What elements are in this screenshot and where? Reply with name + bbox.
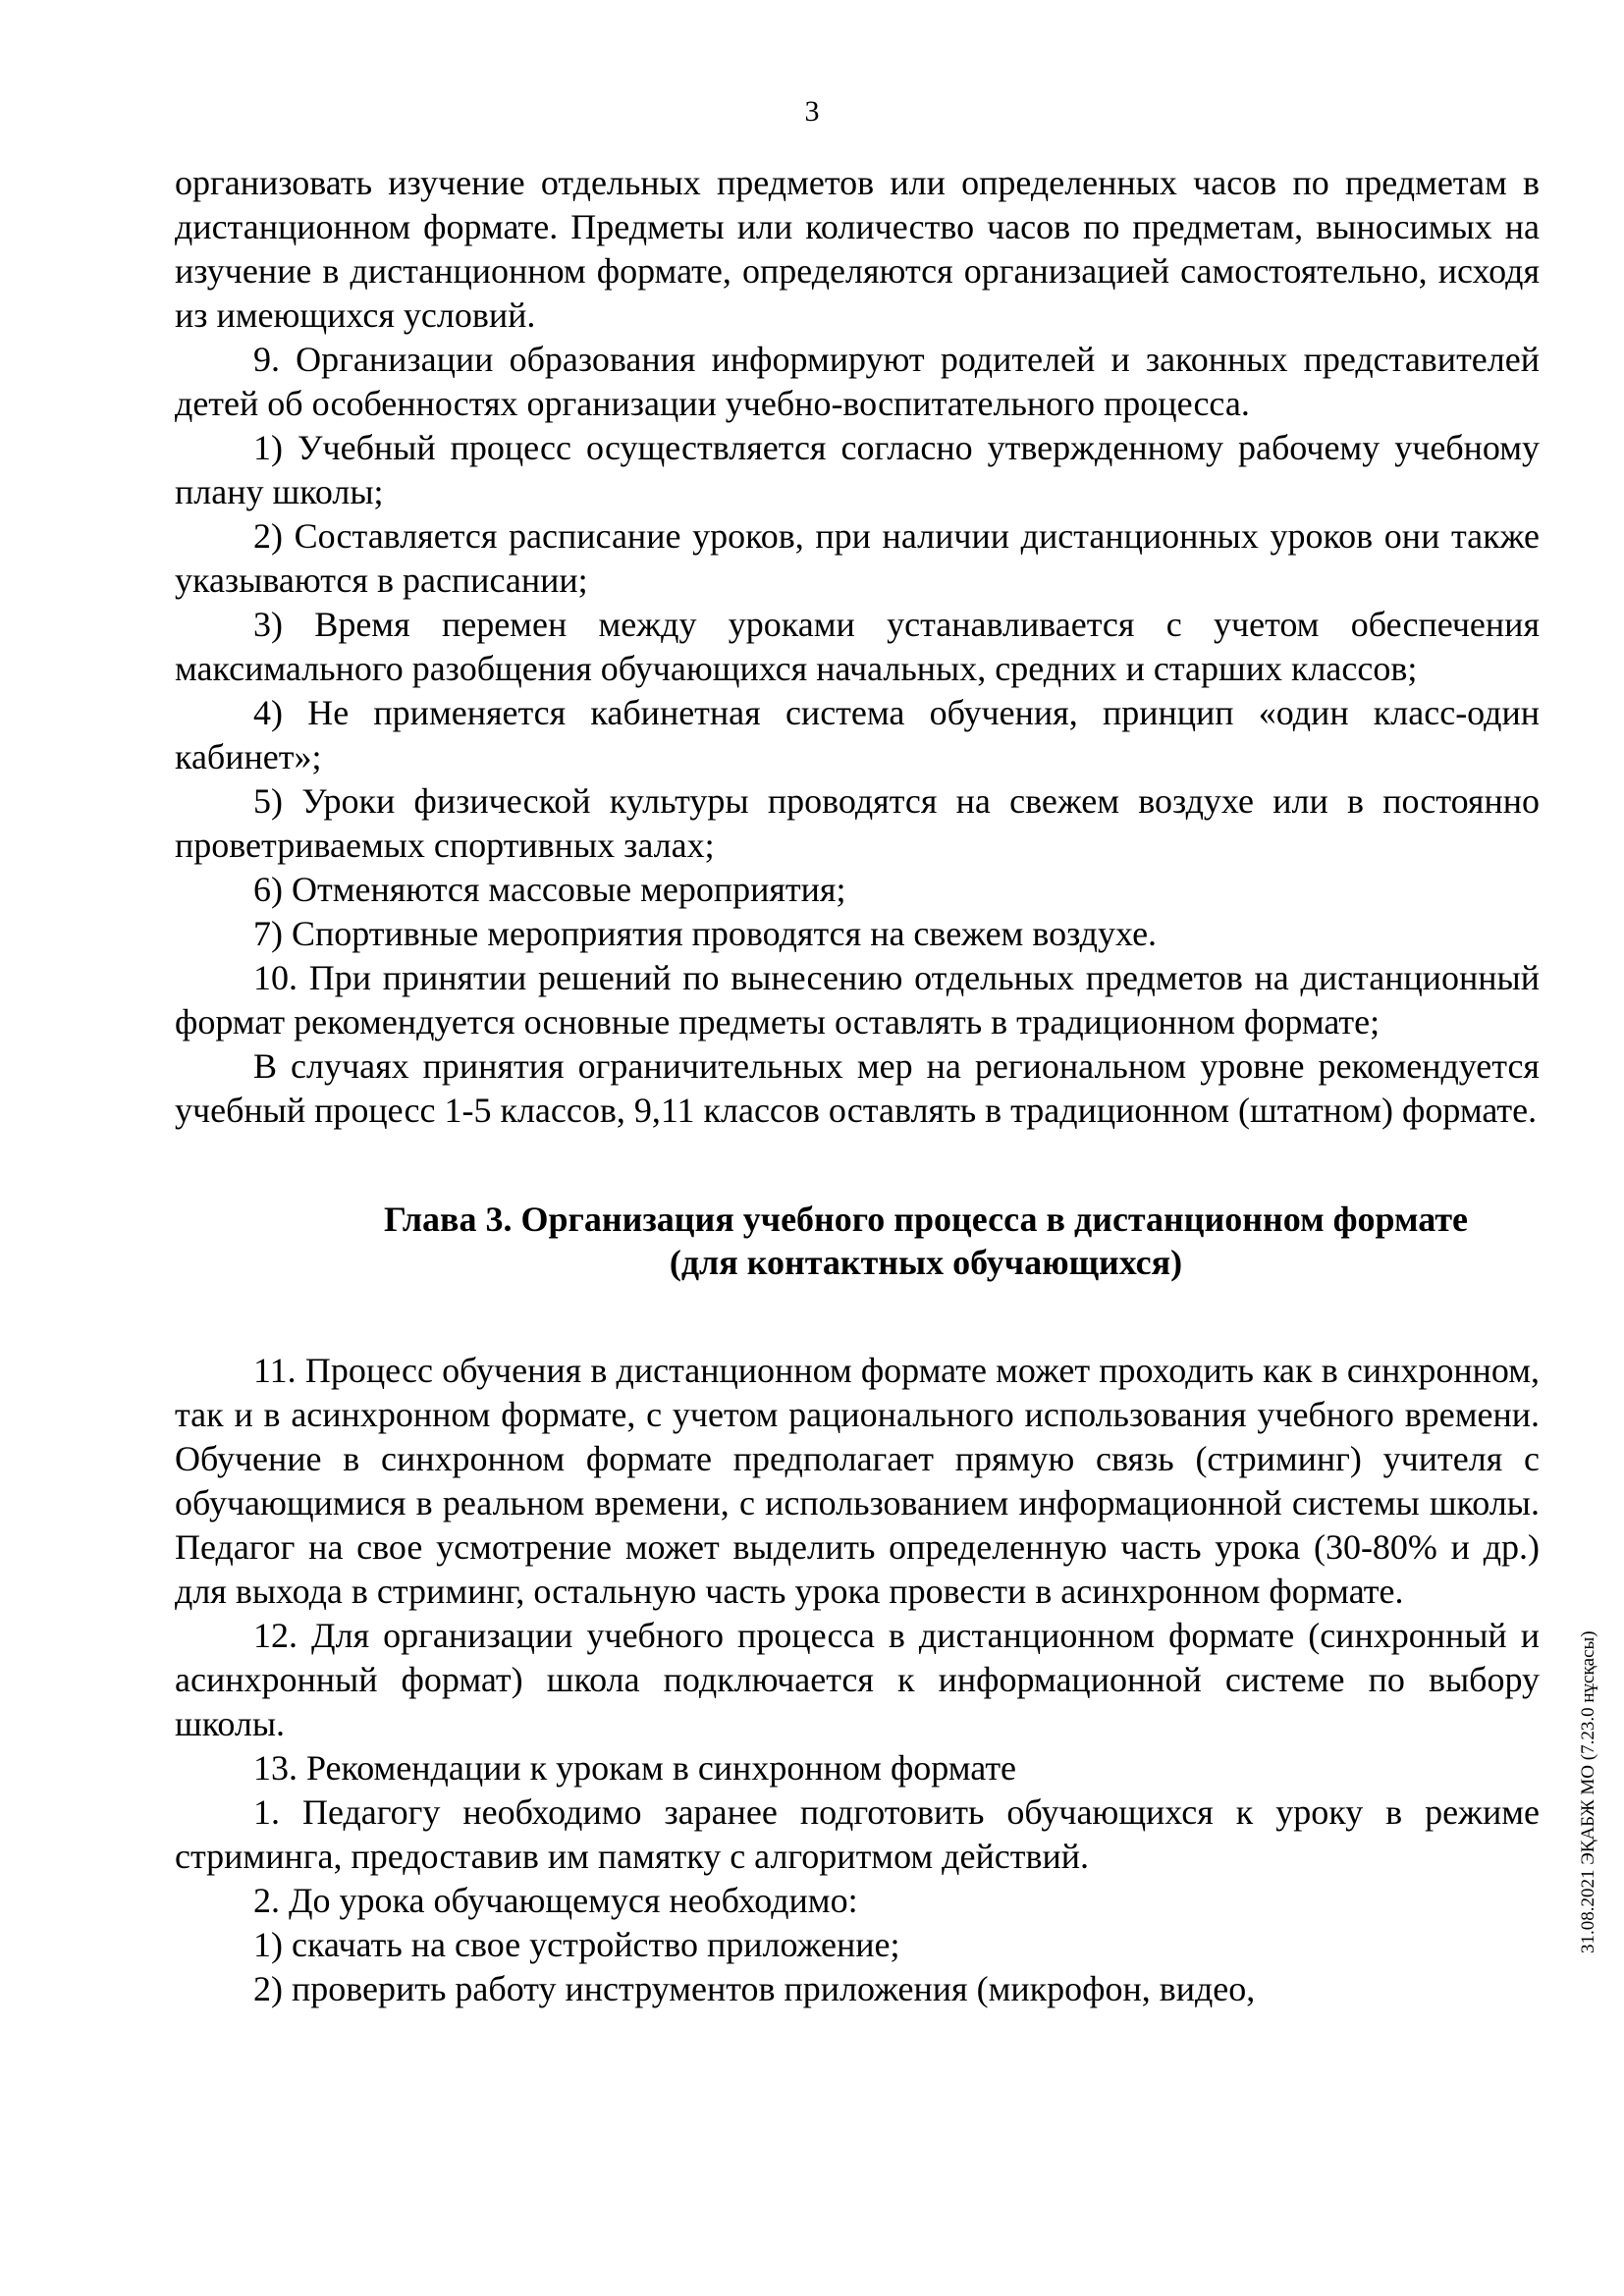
list-item: 2) Составляется расписание уроков, при наличии дистанционных уроков они также указываются в расписании;: [175, 516, 1540, 600]
paragraph: 10. При принятии решений по вынесению отдельных предметов на дистанционный формат рекомендуется основные предметы оставлять в традиционном формате;: [175, 958, 1540, 1041]
paragraphs-after: [175, 1349, 1540, 2011]
list-item: 5) Уроки физической культуры проводятся на свежем воздухе или в постоянно проветриваемых спортивных залах;: [175, 781, 1540, 865]
side-stamp: 31.08.2021 ЭҚАБЖ МО (7.23.0 нұсқасы): [1578, 1630, 1598, 1953]
paragraph: организовать изучение отдельных предметов или определенных часов по предметам в дистанционном формате. Предметы или количество часов по предметам, выносимых на изучение в дистанционном формате, определяются организацией самостоятельно, исходя из имеющихся условий.: [175, 163, 1540, 335]
list-item: 1. Педагогу необходимо заранее подготовить обучающихся к уроку в режиме стриминга, предоставив им памятку с алгоритмом действий.: [175, 1792, 1540, 1876]
paragraph: 9. Организации образования информируют родителей и законных представителей детей об особенностях организации учебно-воспитательного процесса.: [175, 340, 1540, 423]
page-number: 3: [804, 95, 820, 128]
paragraphs-before: [175, 161, 1540, 1133]
document-body: [175, 161, 1540, 2011]
chapter-heading-line2: (для контактных обучающихся): [669, 1243, 1183, 1282]
list-item: 2. До урока обучающемуся необходимо:: [253, 1881, 858, 1920]
chapter-heading-line1: Глава 3. Организация учебного процесса в дистанционном формате: [384, 1200, 1468, 1239]
chapter-heading: [175, 1198, 1540, 1284]
list-item: 1) скачать на свое устройство приложение;: [253, 1925, 900, 1964]
list-item: 7) Спортивные мероприятия проводятся на свежем воздухе.: [253, 914, 1158, 953]
paragraph: 12. Для организации учебного процесса в дистанционном формате (синхронный и асинхронный формат) школа подключается к информационной системе по выбору школы.: [175, 1616, 1540, 1743]
paragraph: В случаях принятия ограничительных мер на региональном уровне рекомендуется учебный процесс 1-5 классов, 9,11 классов оставлять в традиционном (штатном) формате.: [175, 1046, 1540, 1130]
paragraph: 13. Рекомендации к урокам в синхронном формате: [253, 1748, 1017, 1788]
list-item: 2) проверить работу инструментов приложения (микрофон, видео,: [253, 1969, 1256, 2008]
list-item: 3) Время перемен между уроками устанавливается с учетом обеспечения максимального разобщения обучающихся начальных, средних и старших классов;: [175, 605, 1540, 688]
paragraph: 11. Процесс обучения в дистанционном формате может проходить как в синхронном, так и в асинхронном формате, с учетом рационального использования учебного времени. Обучение в синхронном формате предполагает прямую связь (стриминг) учителя с обучающимися в реальном времени, с использованием информационной системы школы. Педагог на свое усмотрение может выделить определенную часть урока (30-80% и др.) для выхода в стриминг, остальную часть урока провести в асинхронном формате.: [175, 1351, 1540, 1611]
list-item: 6) Отменяются массовые мероприятия;: [253, 870, 846, 909]
list-item: 4) Не применяется кабинетная система обучения, принцип «один класс-один кабинет»;: [175, 693, 1540, 776]
list-item: 1) Учебный процесс осуществляется согласно утвержденному рабочему учебному плану школы;: [175, 428, 1540, 511]
